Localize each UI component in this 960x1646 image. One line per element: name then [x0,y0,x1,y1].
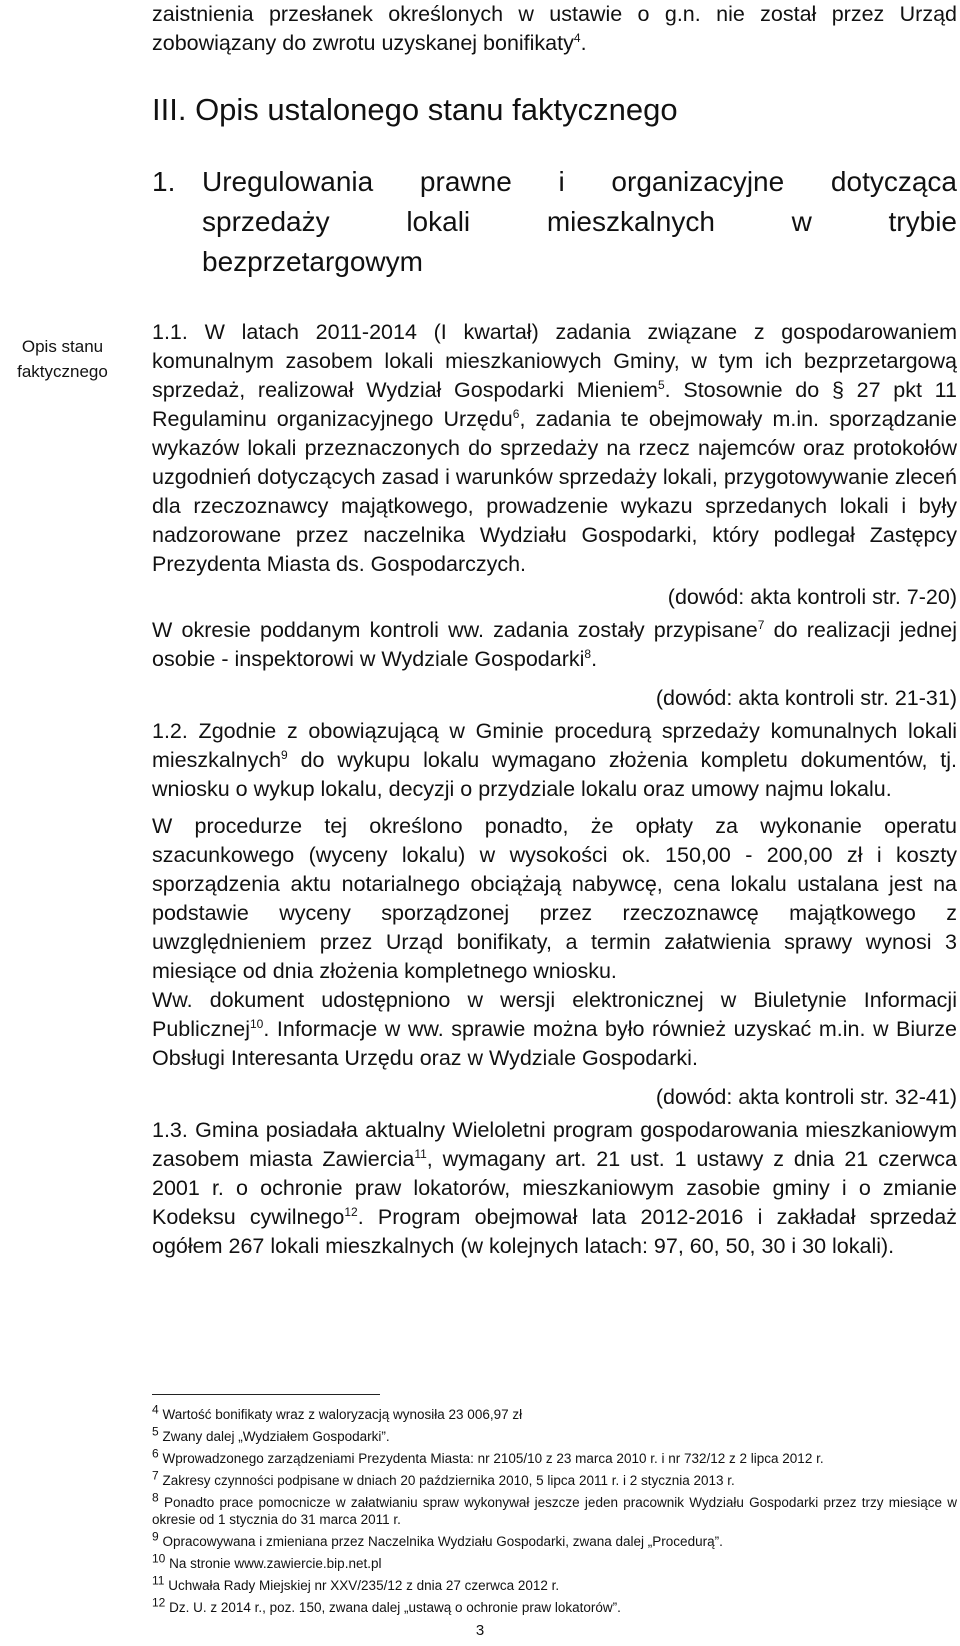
footnote-text: Opracowywana i zmieniana przez Naczelnika Wydziału Gospodarki, zwana dalej „Procedurą”. [162,1534,723,1549]
section-title: III. Opis ustalonego stanu faktycznego [152,92,678,127]
footnote-text: Wartość bonifikaty wraz z waloryzacją wynosiła 23 006,97 zł [162,1407,523,1422]
footnote-5 [152,1424,957,1445]
top-line-2-text: zobowiązany do zwrotu uzyskanej bonifikaty [152,31,574,55]
footnote-number: 4 [152,1402,159,1417]
footnote-number: 10 [152,1551,166,1566]
evidence-ref-2: (dowód: akta kontroli str. 21-31) [655,686,957,710]
footnote-11 [152,1573,957,1594]
footnote-text: Uchwała Rady Miejskiej nr XXV/235/12 z dnia 27 czerwca 2012 r. [168,1578,560,1593]
margin-label-line-2: faktycznego [17,362,108,381]
section-heading [152,92,957,128]
paragraph-bip [152,986,957,1073]
footnote-6 [152,1446,957,1467]
footnote-ref: 11 [414,1146,427,1161]
footnote-ref: 10 [250,1016,264,1031]
footnote-number: 6 [152,1446,159,1461]
p3-a: 1.2. Zgodnie z obowiązującą w Gminie procedurą sprzedaży komunalnych lokali mieszkalnych [152,719,957,772]
paragraph-1-2 [152,717,957,804]
footnote-ref: 7 [757,617,765,632]
footnote-8 [152,1490,957,1528]
top-line-2: zobowiązany do zwrotu uzyskanej bonifikaty$^4$. [152,30,587,55]
p1-c: 27 pkt 11 Regulaminu organizacyjnego Urzędu [152,378,957,431]
subsection-number: 1. [152,166,176,197]
footnote-text: Na stronie www.zawiercie.bip.net.pl [169,1556,382,1571]
margin-label-line-1: Opis stanu [21,337,104,356]
footnote-number: 5 [152,1424,159,1439]
section-sign: § [831,378,844,402]
p6-c: . Program obejmował lata 2012-2016 i zakładał sprzedaż ogółem 267 lokali mieszkalnych (w kolejnych latach: 97, 60, 50, 30 i 30 lokali). [152,1205,957,1258]
p2-a: W okresie poddanym kontroli ww. zadania zostały przypisane [152,618,758,642]
footnote-number: 9 [152,1529,159,1544]
p3-b: do wykupu lokalu wymagano złożenia kompletu dokumentów, tj. wniosku o wykup lokalu, decyzji o przydziale lokalu oraz umowy najmu lokalu. [152,748,957,801]
p5-a: Ww. dokument udostępniono w wersji elektronicznej w Biuletynie Informacji Publicznej [152,988,957,1041]
footnote-number: 7 [152,1468,159,1483]
footnote-ref: 5 [657,377,665,392]
footnote-text: Dz. U. z 2014 r., poz. 150, zwana dalej „ustawą o ochronie praw lokatorów”. [169,1600,621,1615]
subsection-heading [152,162,957,282]
footnote-9 [152,1529,957,1550]
p6-b: , wymagany art. 21 ust. 1 ustawy z dnia 21 czerwca 2001 r. o ochronie praw lokatorów, mieszkaniowym zasobie gminy i o zmianie Kodeksu cywilnego [152,1147,957,1229]
p1-b: . Stosownie do [664,378,832,402]
evidence-ref-3: (dowód: akta kontroli str. 32-41) [655,1085,957,1109]
footnote-ref: 6 [512,406,520,421]
p1-a: 1.1. W latach 2011-2014 (I kwartał) zadania związane z gospodarowaniem komunalnym zasobem lokali mieszkaniowych Gminy, w tym ich bezprzetargową sprzedaż, realizował Wydział Gospodarki Mieniem [152,320,957,402]
footnote-text: Ponadto prace pomocnicze w załatwianiu spraw wykonywał jeszcze jeden pracownik Wydziału Gospodarki przez trzy miesiące w okresie od 1 stycznia do 31 marca 2011 r. [152,1495,957,1527]
paragraph-procedure: W procedurze tej określono ponadto, że opłaty za wykonanie operatu szacunkowego (wyceny lokalu) w wysokości ok. 150,00 - 200,00 zł i koszty sporządzenia aktu notarialnego obciążają nabywcę, cena lokalu ustalana jest na podstawie wyceny sporządzonej przez rzeczoznawcę majątkowego z uwzględnieniem przez Urząd bonifikaty, a termin załatwienia sprawy wynosi 3 miesiące od dnia złożenia kompletnego wniosku. [152,814,957,983]
p1-d: , zadania te obejmowały m.in. sporządzanie wykazów lokali przeznaczonych do sprzedaży na rzecz najemców oraz protokołów uzgodnień dotyczących zasad i warunków sprzedaży lokali, przygotowywanie zleceń dla rzeczoznawcy majątkowego, prowadzenie wykazu sprzedanych lokali i były nadzorowane przez naczelnika Wydziału Gospodarki, który podlegał Zastępcy Prezydenta Miasta ds. Gospodarczych. [152,407,957,576]
footnotes [152,1402,957,1616]
body-text [152,318,957,1261]
p2-c: . [591,647,598,671]
p5-b: . Informacje w ww. sprawie można było również uzyskać m.in. w Biurze Obsługi Interesanta Urzędu oraz w Wydziale Gospodarki. [152,1017,957,1070]
top-continuation [152,0,957,58]
paragraph-1-1 [152,318,957,579]
footnote-7 [152,1468,957,1489]
p2-b: do realizacji jednej osobie - inspektorowi w Wydziale Gospodarki [152,618,957,671]
footnote-ref: 8 [584,646,592,661]
footnote-text: Wprowadzonego zarządzeniami Prezydenta Miasta: nr 2105/10 z 23 marca 2010 r. i nr 732/12 z 2 lipca 2012 r. [162,1451,824,1466]
evidence-ref-1: (dowód: akta kontroli str. 7-20) [667,585,957,609]
margin-label [0,334,125,384]
footnote-12 [152,1595,957,1616]
paragraph-assignment [152,616,957,674]
subsection-title-line-2: sprzedaży lokali mieszkalnych w trybie [202,206,957,237]
footnote-ref: 9 [281,747,288,762]
footnote-number: 12 [152,1595,166,1610]
footnote-ref: 12 [344,1204,358,1219]
footnote-text: Zakresy czynności podpisane w dniach 20 października 2010, 5 lipca 2011 r. i 2 stycznia 2013 r. [162,1473,735,1488]
footnote-number: 8 [152,1490,159,1505]
top-line-1: zaistnienia przesłanek określonych w ustawie o g.n. nie został przez Urząd [152,2,957,26]
subsection-title-line-1: Uregulowania prawne i organizacyjne dotycząca [202,166,957,197]
footnote-ref: 4 [573,30,581,45]
footnote-number: 11 [152,1573,165,1588]
subsection-title-line-3: bezprzetargowym [202,246,423,277]
footnote-separator [152,1394,380,1395]
footnote-4 [152,1402,957,1423]
footnote-text: Zwany dalej „Wydziałem Gospodarki”. [162,1429,390,1444]
p6-a: 1.3. Gmina posiadała aktualny Wieloletni program gospodarowania mieszkaniowym zasobem miasta Zawiercia [152,1118,957,1171]
paragraph-1-3 [152,1116,957,1261]
footnote-10 [152,1551,957,1572]
page-number: 3 [475,1622,485,1639]
